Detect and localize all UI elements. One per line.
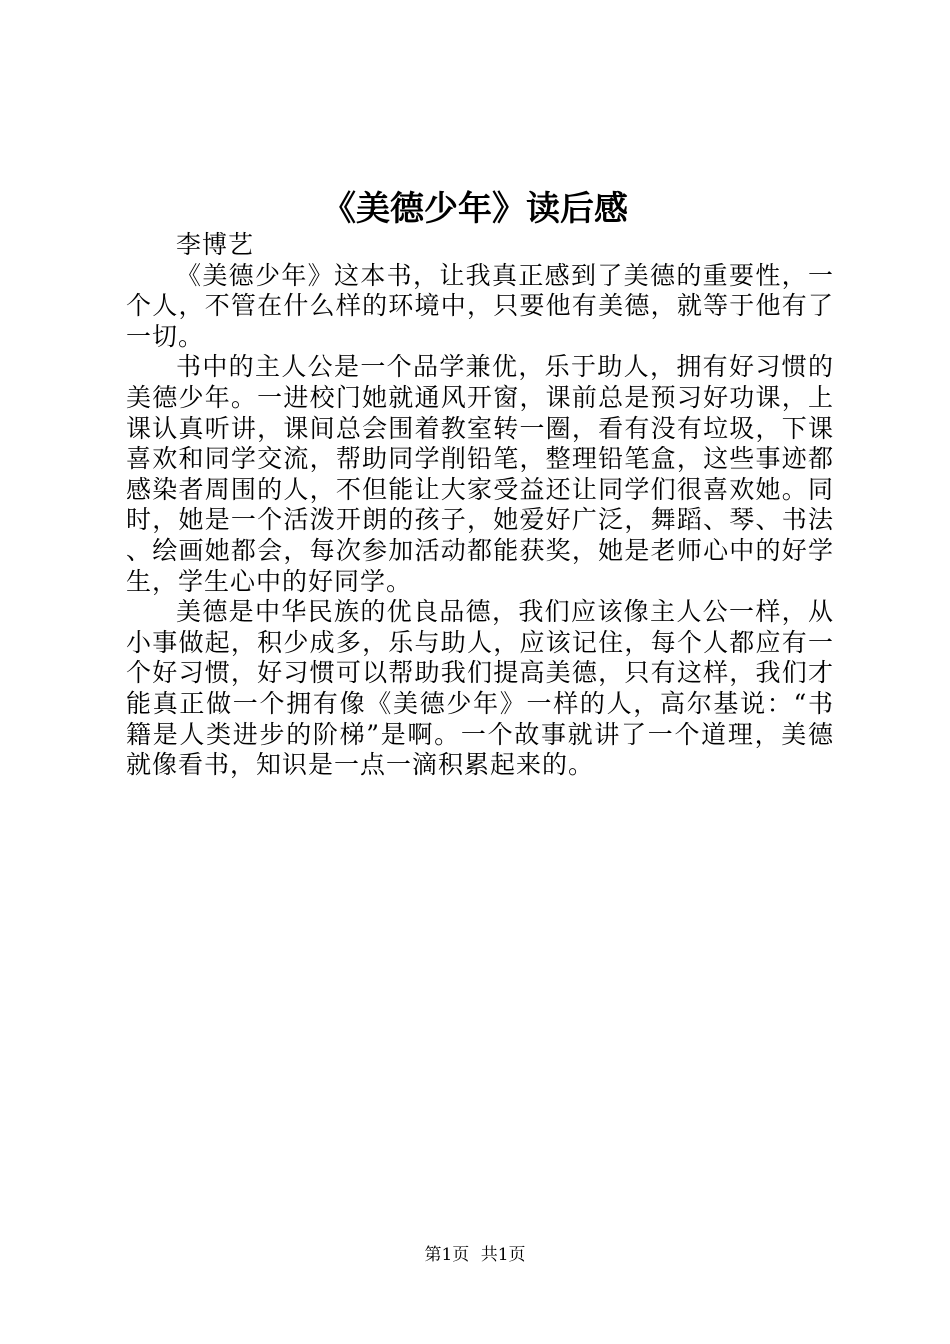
document-title: 《美德少年》读后感 bbox=[322, 189, 628, 229]
document-body bbox=[126, 230, 834, 781]
paragraph-2: 书中的主人公是一个品学兼优，乐于助人，拥有好习惯的美德少年。一进校门她就通风开窗，课前总是预习好功课，上课认真听讲，课间总会围着教室转一圈，看有没有垃圾，下课喜欢和同学交流，帮助同学削铅笔，整理铅笔盒，这些事迹都感染者周围的人，不但能让大家受益还让同学们很喜欢她。同时，她是一个活泼开朗的孩子，她爱好广泛，舞蹈、琴、书法、绘画她都会，每次参加活动都能获奖，她是老师心中的好学生，学生心中的好同学。 bbox=[126, 352, 834, 596]
author-name: 李博艺 bbox=[176, 230, 255, 259]
page-number: 第1页 bbox=[424, 1245, 470, 1265]
paragraph-3: 美德是中华民族的优良品德，我们应该像主人公一样，从小事做起，积少成多，乐与助人，应该记住，每个人都应有一个好习惯，好习惯可以帮助我们提高美德，只有这样，我们才能真正做一个拥有像《美德少年》一样的人，高尔基说：“书籍是人类进步的阶梯”是啊。一个故事就讲了一个道理，美德就像看书，知识是一点一滴积累起来的。 bbox=[126, 597, 834, 780]
page-total: 共1页 bbox=[480, 1245, 526, 1265]
page-footer bbox=[0, 1243, 950, 1267]
paragraph-1: 《美德少年》这本书，让我真正感到了美德的重要性，一个人，不管在什么样的环境中，只要他有美德，就等于他有了一切。 bbox=[126, 260, 834, 351]
